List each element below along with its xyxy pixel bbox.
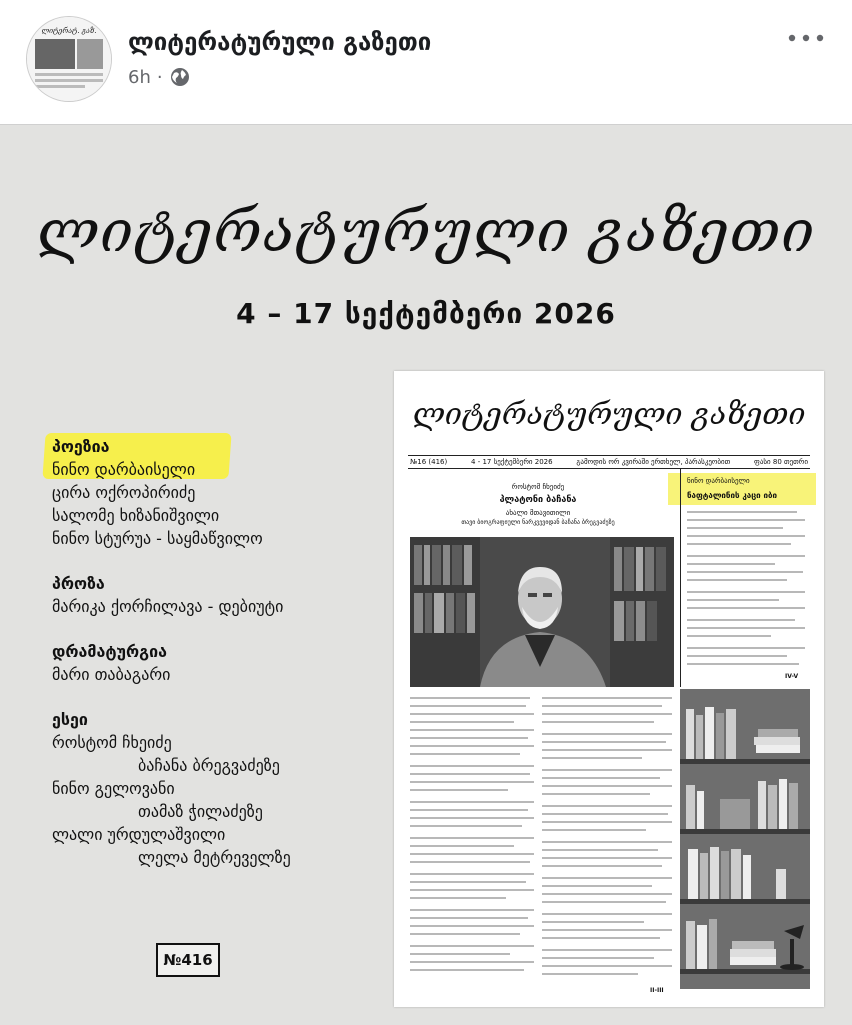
page-name[interactable]: ლიტერატურული გაზეთი (128, 28, 432, 56)
section-heading-essay: ესეი (52, 710, 88, 729)
publication-slogan: გამოდის ორ კვირაში ერთხელ, პარასკეობით (576, 458, 731, 466)
page-avatar[interactable] (26, 16, 112, 102)
list-item: სალომე ხიზანიშვილი (52, 506, 220, 525)
section-heading-drama: დრამატურგია (52, 642, 167, 661)
list-item: ნინო სტურუა - საყმაწვილო (52, 529, 263, 548)
newspaper-front-page (394, 371, 824, 1007)
list-item: როსტომ ჩხეიძე (52, 733, 172, 752)
lead-subtitle: ახალი მთავითილი (505, 509, 571, 517)
list-item: ცირა ოქროპირიძე (52, 483, 196, 502)
list-item: მარიკა ქორჩილავა - დებიუტი (52, 597, 284, 616)
lead-headline: პლატონი ბაჩანა (499, 495, 577, 505)
page-reference: II-III (650, 987, 664, 994)
newspaper-title: ლიტერატურული გაზეთი (412, 397, 806, 432)
more-options-icon[interactable] (786, 28, 826, 48)
post-image[interactable] (0, 124, 852, 1025)
list-item: ლელა მეტრეველზე (138, 848, 291, 867)
issue-dates: 4 - 17 სექტემბერი 2026 (471, 458, 553, 466)
issue-number: №16 (416) (410, 458, 448, 466)
list-item: ბაჩანა ბრეგვაძეზე (138, 756, 280, 775)
side-author: ნინო დარბაისელი (687, 477, 750, 485)
list-item: თამაზ ჭილაძეზე (138, 802, 263, 821)
post-time[interactable]: 6h (128, 66, 151, 88)
bookshelf-illustration (680, 689, 810, 989)
list-item: ნინო გელოვანი (52, 779, 175, 798)
side-column (680, 469, 811, 687)
post-meta (128, 66, 191, 88)
issue-number-badge: №416 (156, 943, 220, 977)
avatar-image (27, 17, 111, 101)
svg-text:ლიტერატ. გაზ.: ლიტერატ. გაზ. (41, 27, 97, 35)
meta-separator: · (156, 66, 163, 88)
side-title: ნაფტალინის კაცი იბი (687, 491, 777, 500)
list-item: ლალი ურდულაშვილი (52, 825, 226, 844)
flyer-date: 4 – 17 სექტემბერი 2026 (236, 297, 616, 330)
list-item: ნინო დარბაისელი (52, 460, 196, 479)
section-heading-poetry: პოეზია (52, 437, 110, 456)
post-header (0, 0, 852, 120)
section-heading-prose: პროზა (52, 574, 105, 593)
newspaper-info-bar (408, 455, 810, 469)
flyer-masthead: ლიტერატურული გაზეთი (36, 197, 816, 265)
author-portrait-photo (410, 537, 674, 687)
globe-icon[interactable] (169, 66, 191, 88)
lead-author: როსტომ ჩხეიძე (511, 483, 565, 491)
page-reference: IV-V (785, 673, 799, 680)
list-item: მარი თაბაგარი (52, 665, 171, 684)
price: ფასი 80 თეთრი (754, 458, 808, 466)
contents-list (52, 435, 392, 869)
lead-subtitle-detail: თავი ბიოგრაფიული ნარკვევიდან ბაჩანა ბრეგვაძეზე (461, 519, 615, 526)
